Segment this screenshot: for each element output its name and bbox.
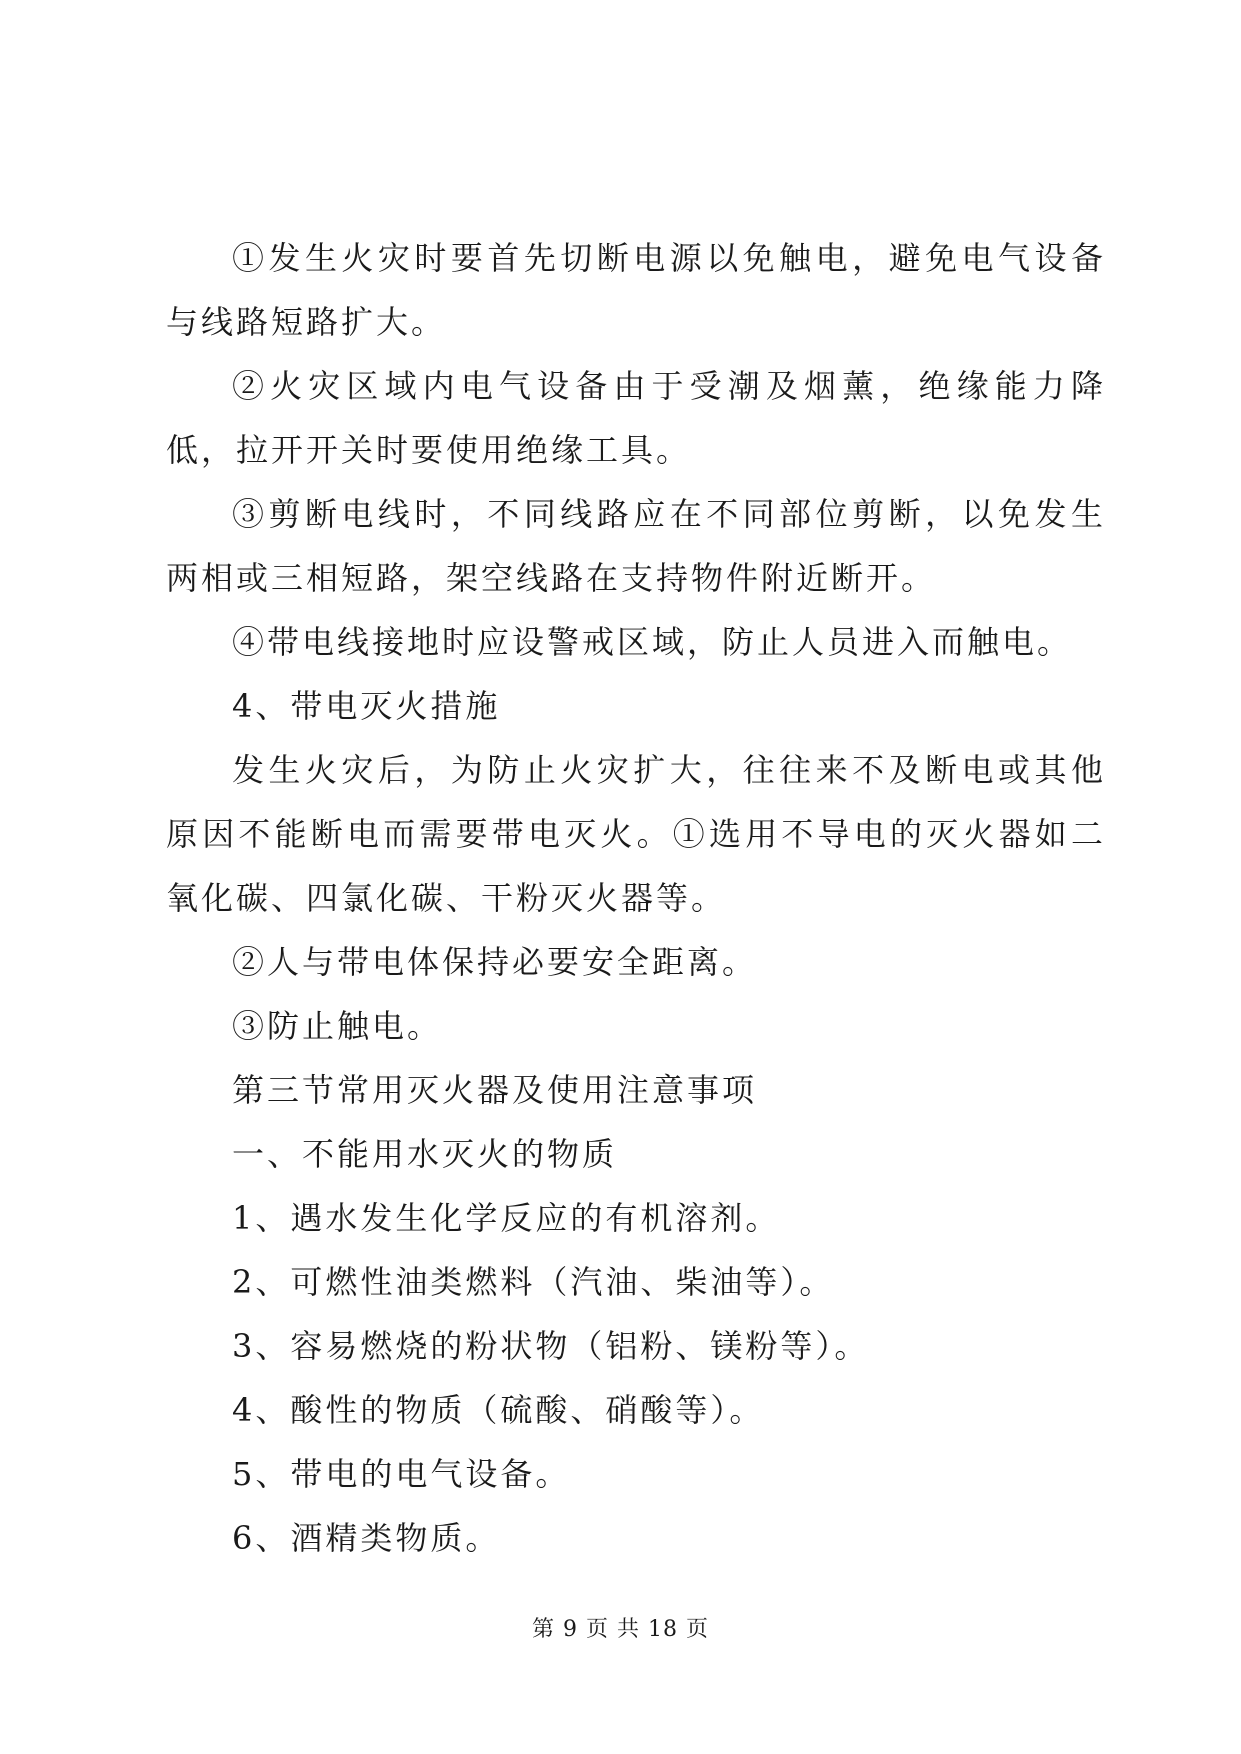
section-heading-4: 4、带电灭火措施 [232,687,501,725]
section-title: 第三节常用灭火器及使用注意事项 [232,1071,758,1109]
page-number-footer: 第 9 页 共 18 页 [532,1617,709,1642]
paragraph-8: ③防止触电。 [232,1007,443,1045]
list-item-1: 1、遇水发生化学反应的有机溶剂。 [232,1199,781,1237]
list-item-3: 3、容易燃烧的粉状物（铝粉、镁粉等）。 [232,1327,870,1365]
subsection-title: 一、不能用水灭火的物质 [232,1135,618,1173]
document-body [166,226,1106,1570]
list-item-4: 4、酸性的物质（硫酸、硝酸等）。 [232,1391,765,1429]
paragraph-1: ①发生火灾时要首先切断电源以免触电，避免电气设备与线路短路扩大。 [166,239,1106,341]
paragraph-6: 发生火灾后，为防止火灾扩大，往往来不及断电或其他原因不能断电而需要带电灭火。①选用不导电的灭火器如二氧化碳、四氯化碳、干粉灭火器等。 [166,751,1106,917]
paragraph-2: ②火灾区域内电气设备由于受潮及烟薰，绝缘能力降低，拉开开关时要使用绝缘工具。 [166,367,1106,469]
paragraph-4: ④带电线接地时应设警戒区域，防止人员进入而触电。 [232,623,1073,661]
paragraph-3: ③剪断电线时，不同线路应在不同部位剪断，以免发生两相或三相短路，架空线路在支持物件附近断开。 [166,495,1106,597]
paragraph-7: ②人与带电体保持必要安全距离。 [232,943,758,981]
list-item-6: 6、酒精类物质。 [232,1519,501,1557]
list-item-2: 2、可燃性油类燃料（汽油、柴油等）。 [232,1263,835,1301]
list-item-5: 5、带电的电气设备。 [232,1455,571,1493]
